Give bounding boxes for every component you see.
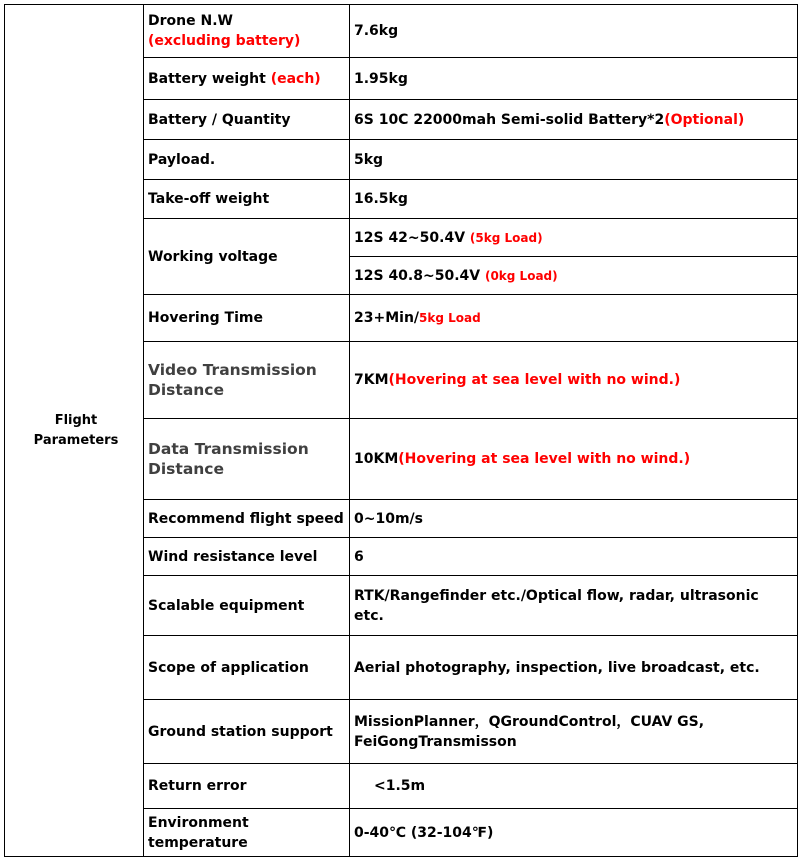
row-label: Wind resistance level — [144, 538, 350, 576]
row-label: Battery weight (each) — [144, 58, 350, 100]
row-value: 12S 42~50.4V (5kg Load) — [350, 219, 798, 257]
label-note: (each) — [270, 70, 321, 87]
group-label-line2: Parameters — [33, 432, 119, 448]
value-note: (Hovering at sea level with no wind.) — [398, 451, 691, 467]
row-label: Data Transmission Distance — [144, 419, 350, 500]
row-label: Drone N.W (excluding battery) — [144, 5, 350, 58]
value-note: (Hovering at sea level with no wind.) — [388, 372, 681, 388]
row-label: Return error — [144, 764, 350, 809]
table-row — [5, 5, 798, 58]
row-value: 6S 10C 22000mah Semi-solid Battery*2(Optional) — [350, 100, 798, 140]
row-label: Ground station support — [144, 700, 350, 764]
group-label — [5, 5, 144, 857]
row-label: Video Transmission Distance — [144, 342, 350, 419]
label-note: (excluding battery) — [148, 33, 301, 49]
value-note: (0kg Load) — [484, 268, 558, 283]
row-label: Take-off weight — [144, 180, 350, 219]
row-value: 0-40℃ (32-104℉) — [350, 809, 798, 857]
row-value: 10KM(Hovering at sea level with no wind.) — [350, 419, 798, 500]
row-value: RTK/Rangefinder etc./Optical flow, radar, ultrasonic etc. — [350, 576, 798, 636]
row-value: Aerial photography, inspection, live broadcast, etc. — [350, 636, 798, 700]
row-value: 6 — [350, 538, 798, 576]
row-label: Recommend flight speed — [144, 500, 350, 538]
row-value: 16.5kg — [350, 180, 798, 219]
row-value: 5kg — [350, 140, 798, 180]
row-value: 12S 40.8~50.4V (0kg Load) — [350, 257, 798, 295]
row-label: Hovering Time — [144, 295, 350, 342]
row-value: 0~10m/s — [350, 500, 798, 538]
group-label-line1: Flight — [54, 412, 98, 428]
row-value: 23+Min/5kg Load — [350, 295, 798, 342]
row-value: <1.5m — [350, 764, 798, 809]
row-value: 7KM(Hovering at sea level with no wind.) — [350, 342, 798, 419]
row-label: Scope of application — [144, 636, 350, 700]
row-label: Working voltage — [144, 219, 350, 295]
row-value: 7.6kg — [350, 5, 798, 58]
flight-parameters-table — [4, 4, 798, 857]
row-label: Battery / Quantity — [144, 100, 350, 140]
row-value: 1.95kg — [350, 58, 798, 100]
row-label: Scalable equipment — [144, 576, 350, 636]
row-label: Environment temperature — [144, 809, 350, 857]
value-note: (5kg Load) — [469, 230, 543, 245]
row-value: MissionPlanner，QGroundControl，CUAV GS, FeiGongTransmisson — [350, 700, 798, 764]
row-label: Payload. — [144, 140, 350, 180]
value-note: 5kg Load — [419, 311, 481, 325]
value-note: (Optional) — [664, 111, 745, 128]
